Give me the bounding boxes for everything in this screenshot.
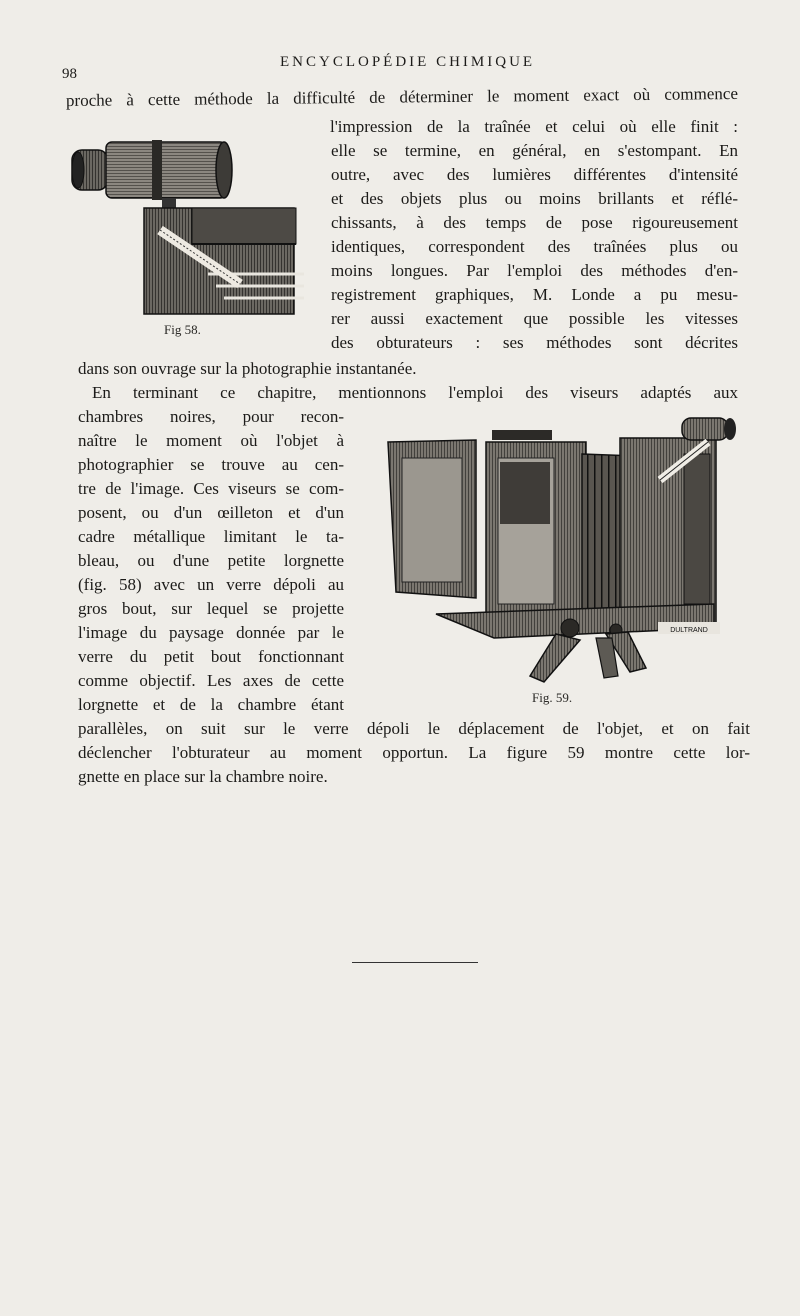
figure-58-viewfinder-illustration — [68, 134, 308, 318]
section-end-rule — [352, 962, 478, 963]
text-line: (fig. 58) avec un verre dépoli au — [78, 575, 344, 594]
text-line: photographier se trouve au cen- — [78, 455, 344, 474]
text-line: moins longues. Par l'emploi des méthodes d'en- — [331, 261, 738, 280]
text-line: chissants, à des temps de pose rigoureusement — [331, 213, 738, 232]
text-line: bleau, ou d'une petite lorgnette — [78, 551, 344, 570]
text-line: lorgnette et de la chambre étant — [78, 695, 344, 714]
page-number: 98 — [62, 66, 77, 82]
text-line: l'image du paysage donnée par le — [78, 623, 344, 642]
figure-58-caption: Fig 58. — [164, 322, 201, 337]
text-line: identiques, correspondent des traînées plus ou — [331, 237, 738, 256]
text-line: et des objets plus ou moins brillants et réflé- — [331, 189, 738, 208]
text-line: verre du petit bout fonctionnant — [78, 647, 344, 666]
text-line: outre, avec des lumières différentes d'intensité — [331, 165, 738, 184]
text-line: gros bout, sur lequel se projette — [78, 599, 344, 618]
figure-59-caption: Fig. 59. — [532, 690, 573, 705]
text-line: elle se termine, en général, en s'estompant. En — [331, 141, 738, 160]
text-line: déclencher l'obturateur au moment opportun. La figure 59 montre cette lor- — [78, 743, 750, 762]
text-line: proche à cette méthode la difficulté de déterminer le moment exact où commence — [65, 83, 739, 110]
text-line: rer aussi exactement que possible les vitesses — [331, 309, 738, 328]
text-line: tre de l'image. Ces viseurs se com- — [78, 479, 344, 498]
figure-59-camera-illustration — [384, 414, 744, 686]
text-line: registrement graphiques, M. Londe a pu mesu- — [331, 285, 738, 304]
text-line: comme objectif. Les axes de cette — [78, 671, 344, 690]
text-line: cadre métallique limitant le ta- — [78, 527, 344, 546]
text-line: chambres noires, pour recon- — [78, 407, 344, 426]
text-line: En terminant ce chapitre, mentionnons l'emploi des viseurs adaptés aux — [92, 383, 738, 402]
text-line: dans son ouvrage sur la photographie instantanée. — [78, 359, 417, 378]
engraver-signature: DULTRAND — [670, 627, 708, 634]
text-line: parallèles, on suit sur le verre dépoli le déplacement de l'objet, et on fait — [78, 719, 750, 738]
text-line: des obturateurs : ses méthodes sont décrites — [331, 333, 738, 352]
text-line: gnette en place sur la chambre noire. — [78, 767, 328, 786]
running-head: ENCYCLOPÉDIE CHIMIQUE — [280, 54, 536, 70]
text-line: naître le moment où l'objet à — [78, 431, 344, 450]
text-line: posent, ou d'un œilleton et d'un — [78, 503, 344, 522]
text-line: l'impression de la traînée et celui où elle finit : — [330, 117, 738, 136]
